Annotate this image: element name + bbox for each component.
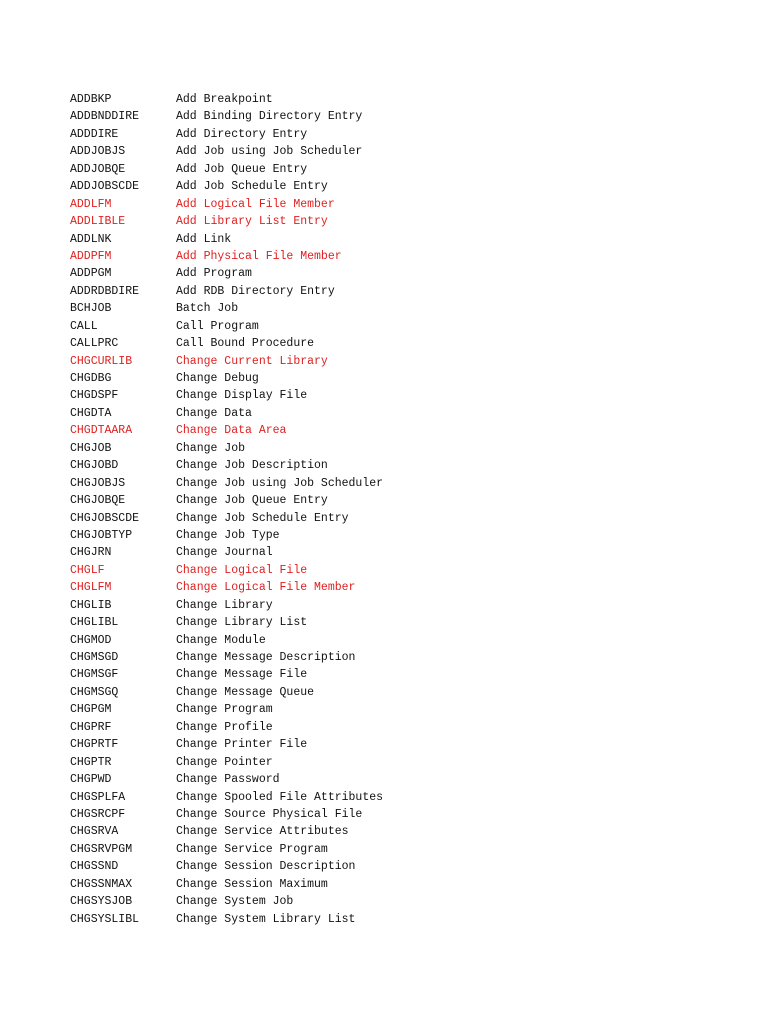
command-row <box>70 649 710 666</box>
command-description: Change Library List <box>176 616 308 630</box>
command-description: Change Source Physical File <box>176 807 363 821</box>
command-row <box>70 562 710 579</box>
command-description: Call Bound Procedure <box>176 337 315 351</box>
command-code: CALLPRC <box>70 337 119 351</box>
command-row <box>70 597 710 614</box>
command-code: CHGDTA <box>70 406 112 420</box>
command-code: CHGSPLFA <box>70 790 126 804</box>
command-code: CHGJOBTYP <box>70 528 133 542</box>
command-code: ADDJOBJS <box>70 145 126 159</box>
command-code: CHGSRCPF <box>70 807 126 821</box>
command-description: Add Job using Job Scheduler <box>176 145 363 159</box>
command-code: CHGJOBD <box>70 459 119 473</box>
command-code: CHGLIB <box>70 598 112 612</box>
command-description: Change Library <box>176 598 273 612</box>
command-code: CHGDTAARA <box>70 424 133 438</box>
command-description: Change Service Attributes <box>176 825 349 839</box>
command-description: Change Message Queue <box>176 685 315 699</box>
command-description: Change Display File <box>176 389 308 403</box>
command-description: Change Job Type <box>176 528 280 542</box>
command-row <box>70 527 710 544</box>
command-code: CHGPRF <box>70 720 112 734</box>
command-row <box>70 440 710 457</box>
command-row <box>70 370 710 387</box>
command-code: CHGJOB <box>70 441 112 455</box>
command-description: Change Service Program <box>176 842 328 856</box>
command-row <box>70 911 710 928</box>
command-row <box>70 754 710 771</box>
command-description: Change Job using Job Scheduler <box>176 476 384 490</box>
command-description: Change Spooled File Attributes <box>176 790 384 804</box>
command-description: Change Job <box>176 441 246 455</box>
command-row <box>70 178 710 195</box>
command-code: ADDDIRE <box>70 127 119 141</box>
command-row <box>70 544 710 561</box>
command-code: CHGMSGF <box>70 668 119 682</box>
command-description: Change Job Schedule Entry <box>176 511 349 525</box>
command-row <box>70 684 710 701</box>
command-row <box>70 666 710 683</box>
command-code: ADDLNK <box>70 232 112 246</box>
command-description: Change Session Maximum <box>176 877 328 891</box>
command-description: Change Current Library <box>176 354 328 368</box>
command-row <box>70 893 710 910</box>
command-code: CHGJRN <box>70 546 112 560</box>
command-description: Add Physical File Member <box>176 249 342 263</box>
command-row <box>70 614 710 631</box>
command-description: Add RDB Directory Entry <box>176 284 335 298</box>
command-description: Add Job Queue Entry <box>176 162 308 176</box>
command-description: Change Logical File <box>176 563 308 577</box>
command-code: ADDLFM <box>70 197 112 211</box>
command-row <box>70 701 710 718</box>
command-row <box>70 143 710 160</box>
command-row <box>70 492 710 509</box>
command-row <box>70 353 710 370</box>
command-code: CHGDBG <box>70 372 112 385</box>
command-code: CHGLFM <box>70 581 112 595</box>
command-description: Change Module <box>176 633 266 647</box>
command-description: Add Job Schedule Entry <box>176 180 328 194</box>
command-row <box>70 318 710 335</box>
command-description: Change Message File <box>176 668 308 682</box>
command-row <box>70 231 710 248</box>
command-code: CHGLF <box>70 563 105 577</box>
command-code: ADDLIBLE <box>70 215 126 229</box>
command-code: CHGPTR <box>70 755 112 769</box>
command-row <box>70 248 710 265</box>
command-row <box>70 108 710 125</box>
command-row <box>70 858 710 875</box>
command-description: Change Pointer <box>176 755 273 769</box>
command-code: CHGDSPF <box>70 389 119 403</box>
command-description: Add Link <box>176 232 232 246</box>
command-description: Change Job Queue Entry <box>176 494 328 508</box>
command-row <box>70 771 710 788</box>
command-row <box>70 196 710 213</box>
command-row <box>70 335 710 352</box>
command-code: ADDBNDDIRE <box>70 110 140 124</box>
command-row <box>70 876 710 893</box>
command-code: CHGJOBSCDE <box>70 511 140 525</box>
command-code: CHGMOD <box>70 633 112 647</box>
command-row <box>70 387 710 404</box>
command-code: ADDJOBSCDE <box>70 180 140 194</box>
command-row <box>70 806 710 823</box>
command-row <box>70 405 710 422</box>
command-description: Change Password <box>176 773 280 787</box>
command-row <box>70 736 710 753</box>
command-description: Change Data <box>176 406 252 420</box>
command-description: Change Program <box>176 703 273 717</box>
command-description: Change Session Description <box>176 860 356 874</box>
command-row <box>70 213 710 230</box>
command-row <box>70 510 710 527</box>
command-description: Change Profile <box>176 720 273 734</box>
command-description: Change Data Area <box>176 424 287 438</box>
command-description: Batch Job <box>176 302 239 316</box>
command-code: CALL <box>70 319 98 333</box>
command-code: CHGJOBQE <box>70 494 126 508</box>
command-code: ADDPFM <box>70 249 112 263</box>
command-row <box>70 823 710 840</box>
command-row <box>70 161 710 178</box>
command-row <box>70 126 710 143</box>
command-row <box>70 265 710 282</box>
command-description: Add Binding Directory Entry <box>176 110 363 124</box>
command-code: CHGPGM <box>70 703 112 717</box>
command-code: CHGMSGQ <box>70 685 119 699</box>
command-code: CHGCURLIB <box>70 354 133 368</box>
command-row <box>70 475 710 492</box>
command-code: CHGJOBJS <box>70 476 126 490</box>
command-row <box>70 283 710 300</box>
command-row <box>70 457 710 474</box>
command-code: CHGSYSJOB <box>70 895 133 909</box>
command-row <box>70 579 710 596</box>
command-description: Add Logical File Member <box>176 197 335 211</box>
command-description: Add Breakpoint <box>176 93 273 106</box>
command-description: Change System Job <box>176 895 294 909</box>
command-code: ADDBKP <box>70 93 112 106</box>
command-description: Change Debug <box>176 372 259 385</box>
command-list <box>70 91 710 928</box>
command-description: Change Journal <box>176 546 273 560</box>
command-code: CHGSSND <box>70 860 119 874</box>
command-code: CHGPRTF <box>70 738 119 752</box>
command-row <box>70 632 710 649</box>
command-description: Change System Library List <box>176 912 356 926</box>
command-description: Change Message Description <box>176 651 356 664</box>
command-description: Change Job Description <box>176 459 328 473</box>
command-description: Add Library List Entry <box>176 215 328 229</box>
command-row <box>70 300 710 317</box>
command-description: Add Program <box>176 267 252 281</box>
command-code: CHGSSNMAX <box>70 877 133 891</box>
command-code: CHGSRVA <box>70 825 119 839</box>
command-description: Change Logical File Member <box>176 581 356 595</box>
command-code: BCHJOB <box>70 302 112 316</box>
command-row <box>70 719 710 736</box>
command-code: CHGMSGD <box>70 651 119 664</box>
command-code: CHGLIBL <box>70 616 119 630</box>
command-code: CHGSRVPGM <box>70 842 133 856</box>
command-description: Change Printer File <box>176 738 308 752</box>
command-code: CHGSYSLIBL <box>70 912 140 926</box>
command-code: ADDJOBQE <box>70 162 126 176</box>
command-description: Add Directory Entry <box>176 127 308 141</box>
command-description: Call Program <box>176 319 259 333</box>
command-row <box>70 422 710 439</box>
command-code: CHGPWD <box>70 773 112 787</box>
command-code: ADDPGM <box>70 267 112 281</box>
command-row <box>70 91 710 108</box>
command-code: ADDRDBDIRE <box>70 284 140 298</box>
command-row <box>70 789 710 806</box>
command-row <box>70 841 710 858</box>
